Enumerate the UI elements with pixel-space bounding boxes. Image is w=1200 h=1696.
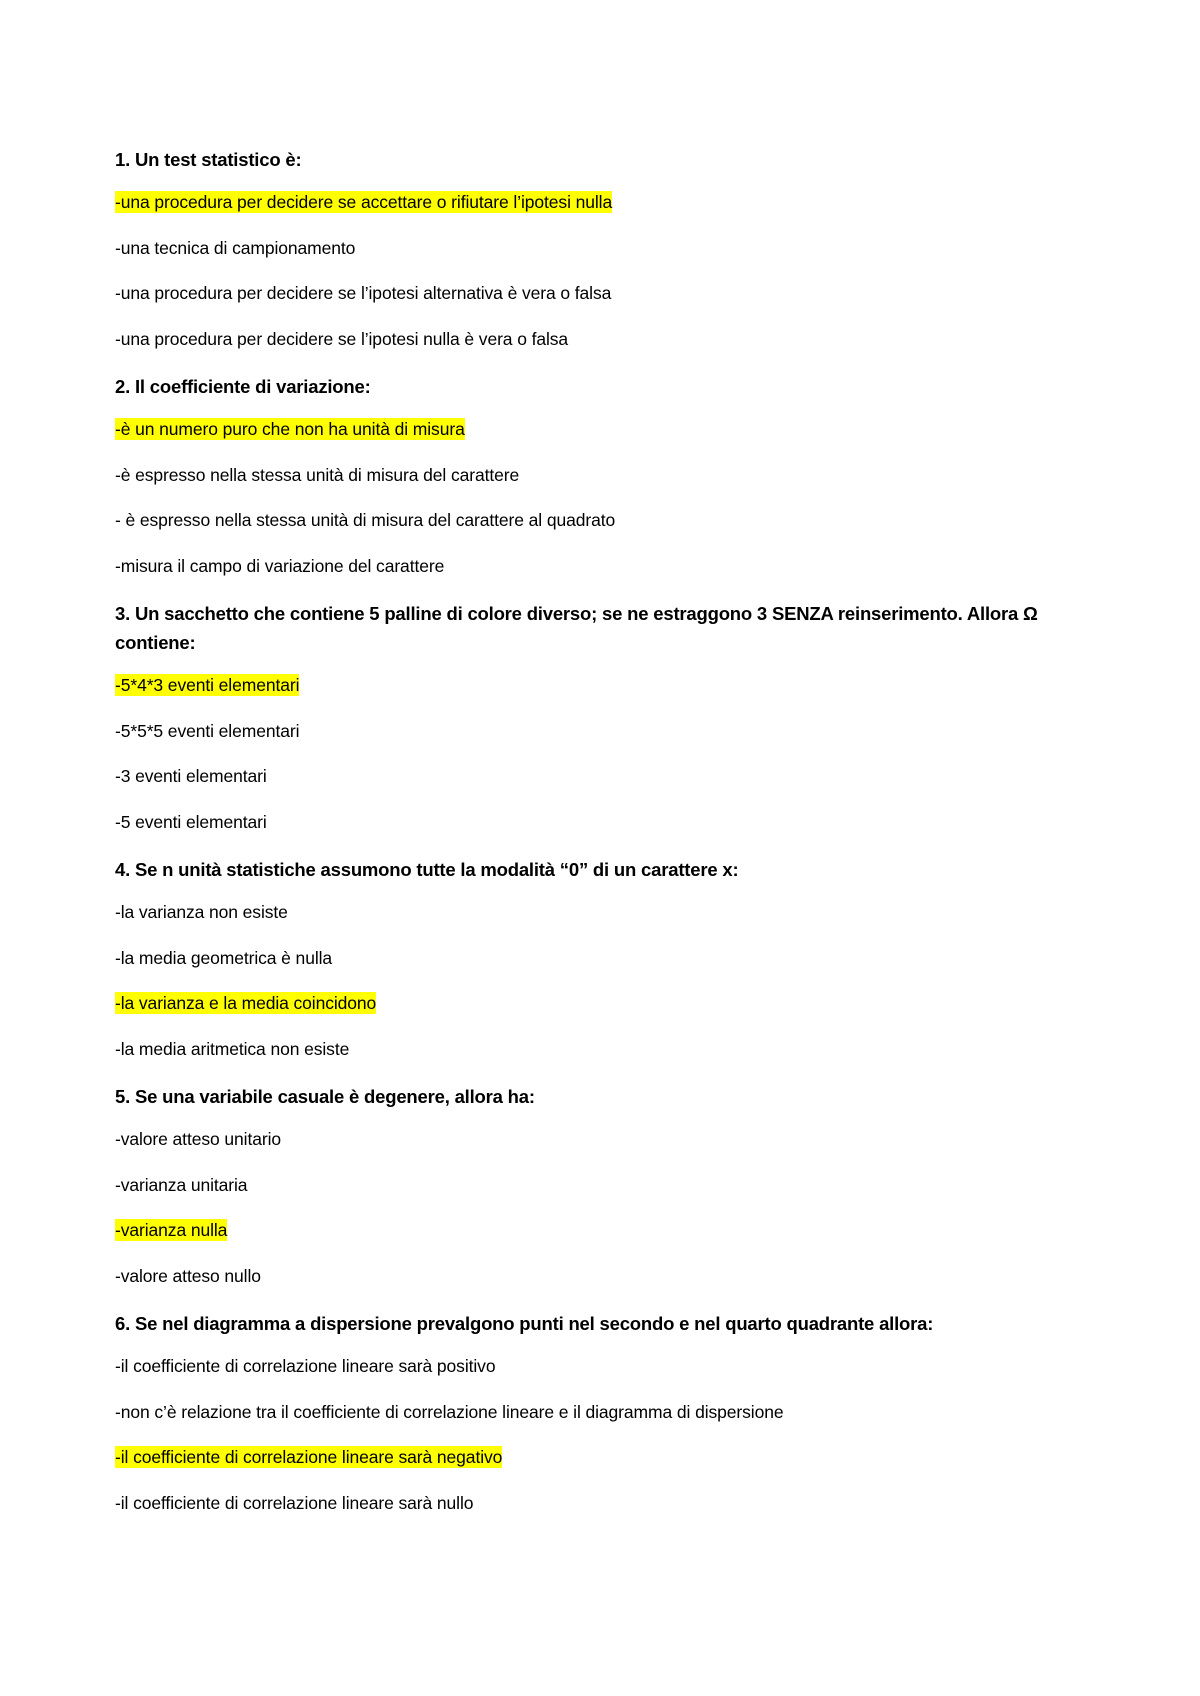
answer-option — [115, 554, 1095, 578]
answer-option-text: -è un numero puro che non ha unità di misura — [115, 419, 465, 439]
answer-option — [115, 281, 1095, 305]
answer-option-text: -il coefficiente di correlazione lineare sarà positivo — [115, 1356, 496, 1376]
answer-option — [115, 1491, 1095, 1515]
answer-option — [115, 810, 1095, 834]
answer-option-text: -una procedura per decidere se accettare o rifiutare l’ipotesi nulla — [115, 192, 613, 212]
answer-option-text: -una procedura per decidere se l’ipotesi alternativa è vera o falsa — [115, 283, 612, 303]
quiz-content — [115, 145, 1095, 1536]
answer-option-highlighted — [115, 1445, 1095, 1469]
question-title: 5. Se una variabile casuale è degenere, allora ha: — [115, 1086, 535, 1107]
answer-option — [115, 327, 1095, 351]
answer-option — [115, 1173, 1095, 1197]
answer-option-highlighted — [115, 190, 1095, 214]
question-title: 2. Il coefficiente di variazione: — [115, 376, 371, 397]
question-6 — [115, 1309, 1095, 1515]
answer-option-text: -varianza unitaria — [115, 1174, 248, 1195]
answer-option-text: -la varianza non esiste — [115, 902, 288, 922]
answer-option-text: -5*4*3 eventi elementari — [115, 675, 300, 695]
question-title: 4. Se n unità statistiche assumono tutte la modalità “0” di un carattere x: — [115, 859, 739, 880]
answer-option-text: -la media aritmetica non esiste — [115, 1038, 350, 1059]
answer-option-highlighted — [115, 991, 1095, 1015]
answer-option-text: -una procedura per decidere se l’ipotesi nulla è vera o falsa — [115, 328, 569, 349]
question-3 — [115, 599, 1095, 834]
answer-option — [115, 508, 1095, 532]
answer-option-text: -5*5*5 eventi elementari — [115, 720, 300, 741]
answer-option-text: -una tecnica di campionamento — [115, 237, 356, 258]
answer-option — [115, 1037, 1095, 1061]
answer-option — [115, 719, 1095, 743]
question-title: 1. Un test statistico è: — [115, 149, 302, 170]
answer-option-text: -la media geometrica è nulla — [115, 947, 333, 968]
answer-option — [115, 946, 1095, 970]
answer-option-highlighted — [115, 1218, 1095, 1242]
answer-option — [115, 1127, 1095, 1151]
answer-option-text: -il coefficiente di correlazione lineare sarà negativo — [115, 1447, 503, 1467]
answer-option — [115, 900, 1095, 924]
answer-option-highlighted — [115, 673, 1095, 697]
answer-option-text: -non c’è relazione tra il coefficiente di correlazione lineare e il diagramma di dispersione — [115, 1401, 784, 1422]
answer-option-text: -valore atteso nullo — [115, 1265, 261, 1286]
answer-option-text: -varianza nulla — [115, 1220, 228, 1240]
answer-option-text: -valore atteso unitario — [115, 1129, 281, 1149]
answer-option — [115, 1354, 1095, 1378]
answer-option-text: -misura il campo di variazione del carattere — [115, 555, 445, 576]
answer-option-text: -il coefficiente di correlazione lineare sarà nullo — [115, 1492, 474, 1513]
answer-option-text: - è espresso nella stessa unità di misura del carattere al quadrato — [115, 510, 616, 530]
question-5 — [115, 1082, 1095, 1288]
question-title: 3. Un sacchetto che contiene 5 palline di colore diverso; se ne estraggono 3 SENZA reinserimento. Allora Ω contiene: — [115, 603, 1038, 653]
answer-option-highlighted — [115, 417, 1095, 441]
answer-option-text: -3 eventi elementari — [115, 766, 267, 786]
answer-option — [115, 236, 1095, 260]
answer-option — [115, 463, 1095, 487]
answer-option — [115, 1400, 1095, 1424]
answer-option — [115, 1264, 1095, 1288]
question-1 — [115, 145, 1095, 351]
question-4 — [115, 855, 1095, 1061]
answer-option-text: -la varianza e la media coincidono — [115, 993, 377, 1013]
answer-option-text: -è espresso nella stessa unità di misura del carattere — [115, 464, 520, 485]
question-title: 6. Se nel diagramma a dispersione prevalgono punti nel secondo e nel quarto quadrante allora: — [115, 1313, 934, 1334]
question-2 — [115, 372, 1095, 578]
answer-option — [115, 764, 1095, 788]
answer-option-text: -5 eventi elementari — [115, 811, 267, 832]
